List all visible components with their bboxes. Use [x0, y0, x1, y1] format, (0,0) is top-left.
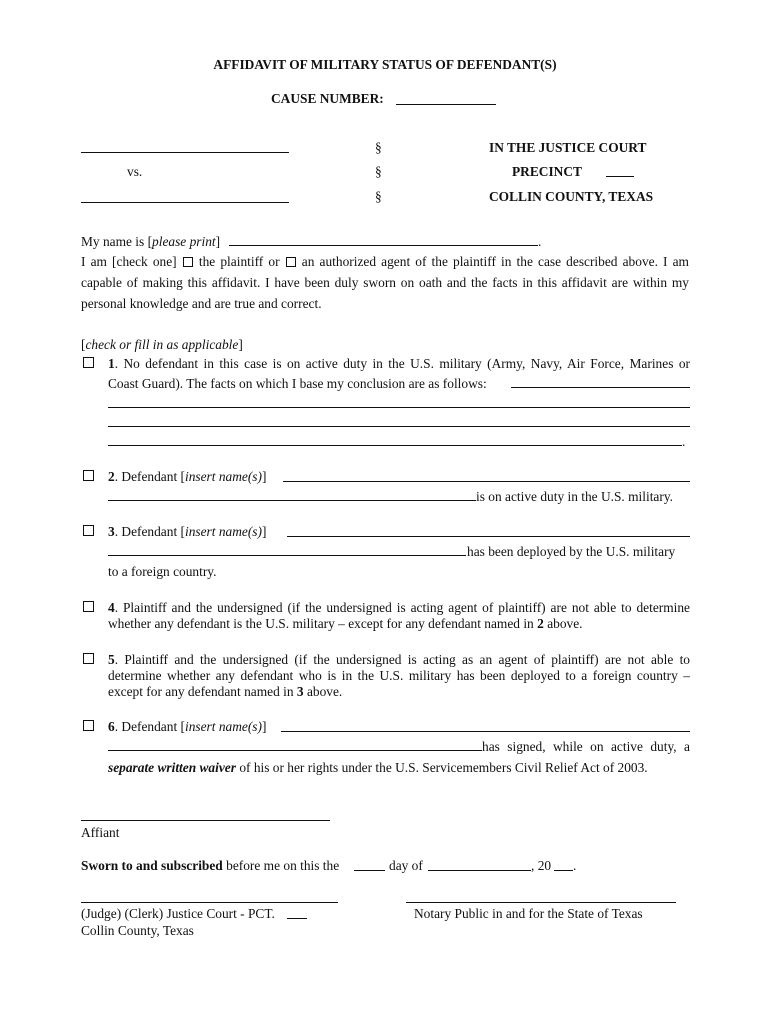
section-symbol: § — [375, 140, 382, 155]
item-6-waiver: separate written waiver — [108, 760, 236, 775]
item-5-ref: 3 — [296, 684, 304, 699]
item-6-number: 6 — [108, 719, 115, 734]
plaintiff-checkbox[interactable] — [183, 257, 193, 267]
sworn-text-2: day of — [389, 858, 423, 873]
vs-label: vs. — [127, 164, 143, 179]
defendant-name-field[interactable] — [81, 202, 289, 203]
precinct-label: PRECINCT — [512, 164, 582, 179]
document-title: AFFIDAVIT OF MILITARY STATUS OF DEFENDANT(S) — [213, 57, 557, 72]
item-6-checkbox[interactable] — [83, 720, 94, 731]
sworn-day-field[interactable] — [354, 870, 385, 871]
item-1-facts-line[interactable] — [108, 445, 682, 446]
judge-label: (Judge) (Clerk) Justice Court - PCT. — [81, 906, 275, 921]
item-5-line2: determine whether any defendant who is in the U.S. military has been deployed to a foreign country – — [108, 668, 690, 683]
item-1-text: . No defendant in this case is on active duty in the U.S. military (Army, Navy, Air Force, Marines or — [114, 356, 690, 371]
item-4-text: . Plaintiff and the undersigned (if the undersigned is acting agent of plaintiff) are not able to determine — [114, 600, 690, 615]
item-2-line1 — [108, 467, 266, 487]
agent-option: an authorized agent of the plaintiff in the case described above. I am — [301, 254, 689, 269]
capacity-statement — [81, 252, 689, 272]
name-prompt: please print — [152, 234, 216, 249]
item-1-line2: Coast Guard). The facts on which I base my conclusion are as follows: — [108, 376, 487, 391]
item-6-name-field[interactable] — [281, 731, 690, 732]
item-6-line3 — [108, 758, 648, 778]
court-label: IN THE JUSTICE COURT — [489, 140, 647, 155]
item-6-line2: has signed, while on active duty, a — [482, 739, 690, 754]
item-5-line3 — [108, 682, 342, 702]
item-4-line2-suffix: above. — [547, 616, 583, 631]
notary-label: Notary Public in and for the State of Texas — [414, 906, 643, 921]
sworn-text-3: , 20 — [531, 858, 552, 873]
affiant-signature-line[interactable] — [81, 820, 330, 821]
item-1-end: . — [682, 434, 686, 449]
item-2-name-field[interactable] — [283, 481, 690, 482]
item-6-line3-rest: of his or her rights under the U.S. Servicemembers Civil Relief Act of 2003. — [239, 760, 648, 775]
item-1-facts-line[interactable] — [108, 426, 690, 427]
precinct-field[interactable] — [606, 176, 634, 177]
check-one-label: I am [check one] — [81, 254, 177, 269]
capability-text: capable of making this affidavit. I have been duly sworn on oath and the facts in this affidavit are within my — [81, 275, 689, 290]
name-statement — [81, 232, 220, 252]
item-4-ref: 2 — [537, 616, 544, 631]
item-6-line1 — [108, 717, 266, 737]
check-instruction-text: check or fill in as applicable — [85, 337, 239, 352]
item-6-name-field-cont[interactable] — [108, 750, 482, 751]
sworn-text-4: . — [573, 858, 577, 873]
item-2-line2: is on active duty in the U.S. military. — [476, 489, 673, 504]
item-5-number: 5 — [108, 652, 115, 667]
item-4-number: 4 — [108, 600, 115, 615]
cause-number-label: CAUSE NUMBER: — [271, 91, 384, 106]
item-1-line1 — [108, 354, 690, 374]
county-label: COLLIN COUNTY, TEXAS — [489, 189, 654, 204]
agent-checkbox[interactable] — [286, 257, 296, 267]
item-5-line3-suffix: above. — [306, 684, 343, 699]
cause-number-field[interactable] — [396, 104, 496, 105]
check-instruction — [81, 335, 243, 355]
name-suffix: ] — [215, 234, 221, 249]
item-3-checkbox[interactable] — [83, 525, 94, 536]
item-3-name-field[interactable] — [287, 536, 690, 537]
judge-county: Collin County, Texas — [81, 923, 194, 938]
item-6-prompt: insert name(s) — [184, 719, 262, 734]
item-2-prefix: . Defendant [ — [114, 469, 185, 484]
personal-knowledge-text: personal knowledge and are true and correct. — [81, 296, 322, 311]
sworn-month-field[interactable] — [428, 870, 531, 871]
affiant-name-field[interactable] — [229, 245, 538, 246]
item-3-line1 — [108, 522, 266, 542]
item-6-suffix: ] — [261, 719, 267, 734]
affiant-label: Affiant — [81, 825, 120, 840]
item-2-name-field-cont[interactable] — [108, 500, 476, 501]
pct-field[interactable] — [287, 918, 307, 919]
bracket-close: ] — [238, 337, 243, 352]
item-3-line2: has been deployed by the U.S. military — [467, 544, 676, 559]
item-3-suffix: ] — [261, 524, 267, 539]
sworn-statement — [81, 856, 339, 876]
sworn-year-field[interactable] — [554, 870, 573, 871]
section-symbol: § — [375, 189, 382, 204]
item-3-line3: to a foreign country. — [108, 564, 217, 579]
item-6-prefix: . Defendant [ — [114, 719, 185, 734]
item-5-text: . Plaintiff and the undersigned (if the undersigned is acting as an agent of plaintiff) are not able to — [114, 652, 690, 667]
item-1-checkbox[interactable] — [83, 357, 94, 368]
item-4-line2 — [108, 614, 583, 634]
item-2-checkbox[interactable] — [83, 470, 94, 481]
judge-signature-line[interactable] — [81, 902, 338, 903]
item-5-line3-prefix: except for any defendant named in — [108, 684, 294, 699]
section-symbol: § — [375, 164, 382, 179]
item-1-number: 1 — [108, 356, 115, 371]
item-3-prefix: . Defendant [ — [114, 524, 185, 539]
item-3-number: 3 — [108, 524, 115, 539]
item-3-name-field-cont[interactable] — [108, 555, 466, 556]
item-3-prompt: insert name(s) — [184, 524, 262, 539]
item-2-number: 2 — [108, 469, 115, 484]
item-2-prompt: insert name(s) — [184, 469, 262, 484]
sworn-bold: Sworn to and subscribed — [81, 858, 223, 873]
name-prefix: My name is [ — [81, 234, 153, 249]
bracket-open: [ — [81, 337, 86, 352]
item-1-facts-line[interactable] — [108, 407, 690, 408]
item-2-suffix: ] — [261, 469, 267, 484]
notary-signature-line[interactable] — [406, 902, 676, 903]
item-4-line2-prefix: whether any defendant is the U.S. military – except for any defendant named in — [108, 616, 534, 631]
name-end: . — [538, 234, 542, 249]
item-4-checkbox[interactable] — [83, 601, 94, 612]
plaintiff-option: the plaintiff or — [198, 254, 280, 269]
plaintiff-name-field[interactable] — [81, 152, 289, 153]
item-5-checkbox[interactable] — [83, 653, 94, 664]
sworn-text-1: before me on this the — [226, 858, 340, 873]
item-1-facts-field[interactable] — [511, 387, 690, 388]
